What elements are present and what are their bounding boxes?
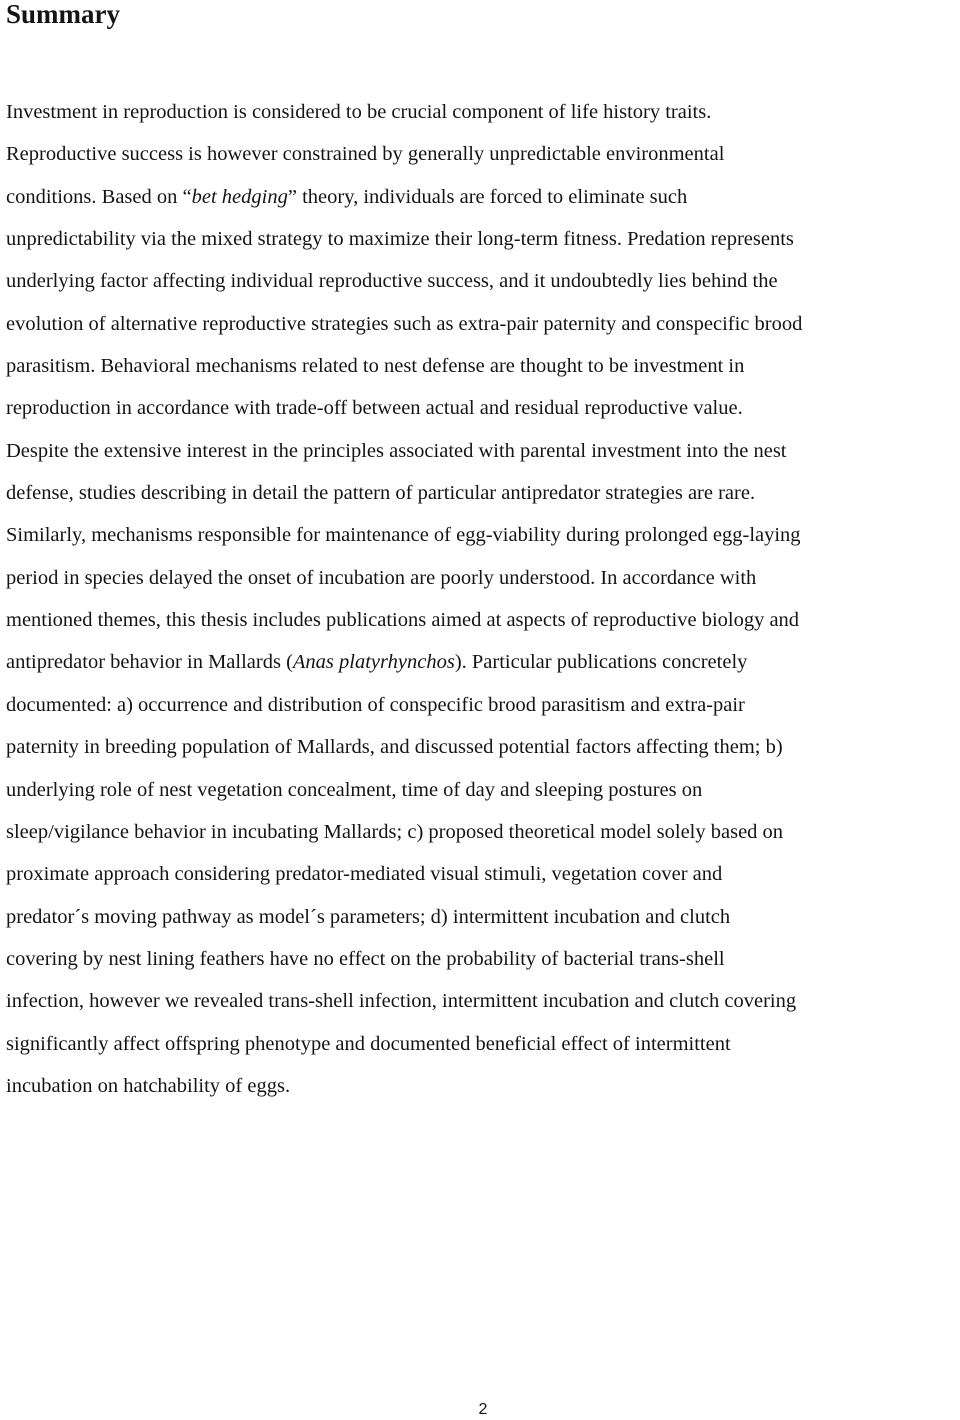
text-line: predator´s moving pathway as model´s parameters; d) intermittent incubation and clutch: [6, 905, 731, 928]
text-line: significantly affect offspring phenotype and documented beneficial effect of intermittent: [6, 1032, 731, 1055]
text-line: sleep/vigilance behavior in incubating Mallards; c) proposed theoretical model solely based on: [6, 820, 784, 843]
species-name: Anas platyrhynchos: [292, 651, 455, 674]
italic-term: bet hedging: [191, 185, 288, 208]
text-line: incubation on hatchability of eggs.: [6, 1074, 291, 1097]
text-line: documented: a) occurrence and distribution of conspecific brood parasitism and extra-pair: [6, 693, 745, 716]
text-line: reproduction in accordance with trade-off between actual and residual reproductive value.: [6, 397, 743, 420]
text-line: covering by nest lining feathers have no effect on the probability of bacterial trans-shell: [6, 947, 725, 970]
summary-paragraph: [6, 91, 954, 1107]
text-line: mentioned themes, this thesis includes publications aimed at aspects of reproductive biology and: [6, 609, 800, 632]
text-line: Reproductive success is however constrained by generally unpredictable environmental: [6, 143, 725, 166]
text-line: paternity in breeding population of Mallards, and discussed potential factors affecting them; b): [6, 736, 783, 759]
text-line: unpredictability via the mixed strategy to maximize their long-term fitness. Predation represents: [6, 228, 794, 251]
text-line: defense, studies describing in detail the pattern of particular antipredator strategies are rare.: [6, 482, 756, 505]
text-line: evolution of alternative reproductive strategies such as extra-pair paternity and conspecific brood: [6, 312, 803, 335]
text-segment: ). Particular publications concretely: [454, 651, 748, 674]
text-segment: conditions. Based on “: [6, 185, 192, 208]
text-line: Investment in reproduction is considered to be crucial component of life history traits.: [6, 101, 712, 123]
text-line: underlying role of nest vegetation concealment, time of day and sleeping postures on: [6, 778, 703, 801]
text-line: proximate approach considering predator-mediated visual stimuli, vegetation cover and: [6, 863, 723, 886]
page-number: 2: [478, 1401, 488, 1418]
text-line: [6, 641, 954, 683]
text-line: infection, however we revealed trans-shell infection, intermittent incubation and clutch covering: [6, 990, 797, 1013]
text-line: Similarly, mechanisms responsible for maintenance of egg-viability during prolonged egg-laying: [6, 524, 801, 547]
section-heading: Summary: [6, 0, 120, 29]
text-line: [6, 176, 954, 218]
text-line: underlying factor affecting individual reproductive success, and it undoubtedly lies behind the: [6, 270, 778, 293]
text-segment: antipredator behavior in Mallards (: [6, 651, 293, 674]
text-segment: ” theory, individuals are forced to eliminate such: [287, 185, 688, 208]
text-line: period in species delayed the onset of incubation are poorly understood. In accordance with: [6, 566, 757, 589]
text-line: Despite the extensive interest in the principles associated with parental investment into the nest: [6, 439, 787, 462]
text-line: parasitism. Behavioral mechanisms related to nest defense are thought to be investment in: [6, 355, 745, 378]
